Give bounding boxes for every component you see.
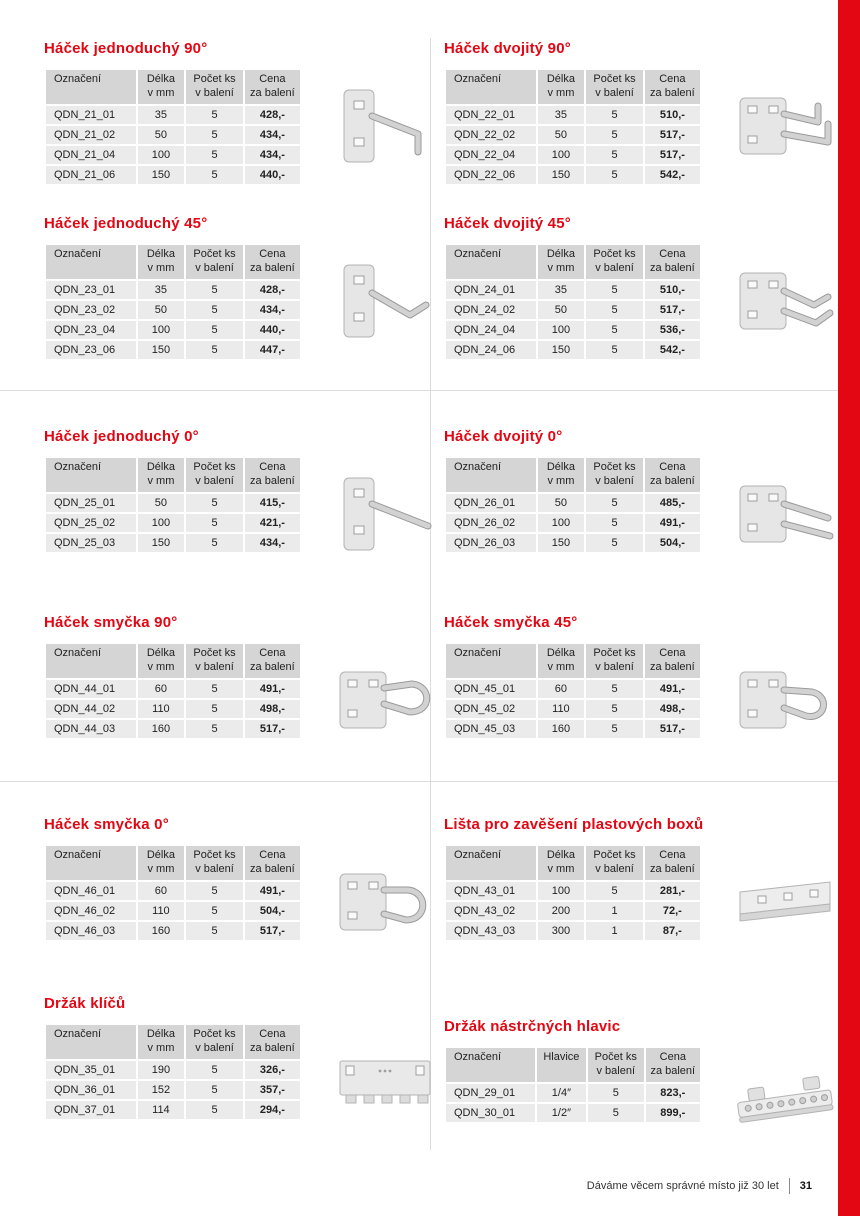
length-value: 100: [138, 146, 185, 164]
product-row: [446, 126, 700, 144]
qty-value: 5: [186, 902, 243, 920]
product-section: [44, 215, 436, 361]
length-value: 50: [138, 494, 185, 512]
product-section: [444, 816, 836, 942]
column-header: Počet ks v balení: [586, 644, 643, 678]
hook-single-90-image: [336, 84, 436, 168]
column-header: Hlavice: [537, 1048, 586, 1082]
product-code: QDN_21_04: [46, 146, 136, 164]
product-table: [44, 642, 302, 740]
product-row: [46, 902, 300, 920]
length-value: 150: [538, 341, 585, 359]
column-header: Délka v mm: [538, 458, 585, 492]
qty-value: 5: [186, 534, 243, 552]
product-section: [444, 428, 836, 554]
product-row: [46, 166, 300, 184]
qty-value: 5: [186, 341, 243, 359]
price-value: 510,-: [645, 281, 700, 299]
socket-holder-image: [736, 1062, 836, 1146]
column-header: Cena za balení: [245, 1025, 300, 1059]
price-value: 357,-: [245, 1081, 300, 1099]
price-value: 517,-: [645, 126, 700, 144]
qty-value: 5: [186, 700, 243, 718]
product-code: QDN_21_02: [46, 126, 136, 144]
qty-value: 1: [586, 902, 643, 920]
product-section-title: Háček smyčka 45°: [444, 614, 578, 631]
length-value: 100: [538, 882, 585, 900]
column-header: Cena za balení: [245, 458, 300, 492]
product-code: QDN_25_01: [46, 494, 136, 512]
product-code: QDN_22_01: [446, 106, 536, 124]
product-section: [444, 215, 836, 361]
rail-plastic-boxes-image: [736, 860, 836, 944]
column-header: Délka v mm: [138, 70, 185, 104]
qty-value: 5: [186, 720, 243, 738]
length-value: 60: [538, 680, 585, 698]
qty-value: 5: [586, 514, 643, 532]
product-row: [46, 534, 300, 552]
product-section-title: Háček jednoduchý 0°: [44, 428, 199, 445]
product-row: [446, 494, 700, 512]
product-row: [46, 146, 300, 164]
price-value: 823,-: [646, 1084, 700, 1102]
hook-loop-90-image: [336, 658, 436, 742]
price-value: 72,-: [645, 902, 700, 920]
product-table: [444, 456, 702, 554]
length-value: 100: [138, 321, 185, 339]
section-divider: [0, 781, 838, 782]
price-value: 498,-: [645, 700, 700, 718]
product-code: QDN_24_02: [446, 301, 536, 319]
price-value: 434,-: [245, 534, 300, 552]
product-code: QDN_23_06: [46, 341, 136, 359]
length-value: 50: [538, 126, 585, 144]
price-value: 440,-: [245, 166, 300, 184]
qty-value: 5: [186, 680, 243, 698]
product-code: QDN_26_02: [446, 514, 536, 532]
column-header: Počet ks v balení: [586, 245, 643, 279]
qty-value: 5: [586, 106, 643, 124]
product-code: QDN_21_01: [46, 106, 136, 124]
product-code: QDN_24_06: [446, 341, 536, 359]
column-divider: [430, 38, 431, 1150]
qty-value: 1: [586, 922, 643, 940]
product-code: QDN_44_01: [46, 680, 136, 698]
page-footer: [587, 1178, 812, 1194]
length-value: 150: [138, 341, 185, 359]
column-header: Počet ks v balení: [186, 1025, 243, 1059]
product-code: QDN_35_01: [46, 1061, 136, 1079]
qty-value: 5: [186, 301, 243, 319]
price-value: 428,-: [245, 281, 300, 299]
product-code: QDN_46_02: [46, 902, 136, 920]
product-code: QDN_23_04: [46, 321, 136, 339]
product-section-title: Lišta pro zavěšení plastových boxů: [444, 816, 704, 833]
product-code: QDN_46_03: [46, 922, 136, 940]
qty-value: 5: [186, 494, 243, 512]
product-row: [46, 494, 300, 512]
product-row: [46, 680, 300, 698]
qty-value: 5: [586, 301, 643, 319]
product-code: QDN_23_01: [46, 281, 136, 299]
product-row: [446, 680, 700, 698]
hook-single-45-image: [336, 259, 436, 343]
qty-value: 5: [586, 680, 643, 698]
price-value: 326,-: [245, 1061, 300, 1079]
price-value: 517,-: [645, 301, 700, 319]
length-value: 150: [138, 166, 185, 184]
hook-double-45-image: [736, 259, 836, 343]
length-value: 150: [538, 166, 585, 184]
length-value: 100: [538, 146, 585, 164]
product-section: [44, 816, 436, 942]
qty-value: 5: [186, 1061, 243, 1079]
column-header: Počet ks v balení: [586, 846, 643, 880]
product-row: [446, 301, 700, 319]
length-value: 150: [138, 534, 185, 552]
column-header: Označení: [446, 1048, 535, 1082]
product-section-title: Háček jednoduchý 45°: [44, 215, 208, 232]
column-header: Počet ks v balení: [186, 245, 243, 279]
product-row: [46, 341, 300, 359]
price-value: 440,-: [245, 321, 300, 339]
product-code: QDN_25_02: [46, 514, 136, 532]
product-row: [446, 922, 700, 940]
product-row: [446, 1084, 700, 1102]
qty-value: 5: [186, 146, 243, 164]
product-table: [44, 68, 302, 186]
price-value: 281,-: [645, 882, 700, 900]
price-value: 434,-: [245, 301, 300, 319]
product-section-title: Háček smyčka 0°: [44, 816, 169, 833]
qty-value: 5: [186, 922, 243, 940]
product-row: [446, 166, 700, 184]
section-divider: [0, 390, 838, 391]
column-header: Cena za balení: [245, 644, 300, 678]
footer-separator: [789, 1178, 790, 1194]
product-table: [44, 1023, 302, 1121]
product-row: [46, 922, 300, 940]
price-value: 415,-: [245, 494, 300, 512]
product-code: QDN_21_06: [46, 166, 136, 184]
product-table: [444, 844, 702, 942]
qty-value: 5: [586, 126, 643, 144]
product-code: QDN_26_01: [446, 494, 536, 512]
length-value: 60: [138, 882, 185, 900]
hook-loop-45-image: [736, 658, 836, 742]
product-section: [444, 40, 836, 186]
product-section-title: Držák nástrčných hlavic: [444, 1018, 621, 1035]
product-row: [46, 882, 300, 900]
column-header: Označení: [46, 458, 136, 492]
product-table: [444, 1046, 702, 1124]
price-value: 517,-: [245, 922, 300, 940]
product-code: QDN_45_02: [446, 700, 536, 718]
product-table: [44, 456, 302, 554]
column-header: Počet ks v balení: [586, 70, 643, 104]
length-value: 100: [138, 514, 185, 532]
product-row: [46, 106, 300, 124]
column-header: Délka v mm: [138, 458, 185, 492]
product-row: [446, 341, 700, 359]
column-header: Cena za balení: [645, 458, 700, 492]
product-section: [44, 995, 436, 1121]
product-code: QDN_26_03: [446, 534, 536, 552]
length-value: 50: [538, 301, 585, 319]
price-value: 899,-: [646, 1104, 700, 1122]
product-code: QDN_43_03: [446, 922, 536, 940]
product-table: [444, 642, 702, 740]
price-value: 536,-: [645, 321, 700, 339]
product-table: [444, 68, 702, 186]
product-row: [446, 281, 700, 299]
product-code: QDN_44_02: [46, 700, 136, 718]
product-row: [446, 882, 700, 900]
column-header: Počet ks v balení: [186, 458, 243, 492]
length-value: 60: [138, 680, 185, 698]
product-row: [446, 146, 700, 164]
length-value: 1/2″: [537, 1104, 586, 1122]
column-header: Délka v mm: [138, 1025, 185, 1059]
price-value: 434,-: [245, 126, 300, 144]
product-section-title: Držák klíčů: [44, 995, 126, 1012]
product-row: [446, 514, 700, 532]
length-value: 50: [138, 301, 185, 319]
page-number: 31: [799, 1180, 812, 1192]
qty-value: 5: [186, 1101, 243, 1119]
price-value: 87,-: [645, 922, 700, 940]
column-header: Označení: [446, 458, 536, 492]
qty-value: 5: [588, 1084, 644, 1102]
column-header: Cena za balení: [245, 245, 300, 279]
product-section-title: Háček smyčka 90°: [44, 614, 178, 631]
column-header: Počet ks v balení: [186, 644, 243, 678]
product-code: QDN_45_03: [446, 720, 536, 738]
column-header: Cena za balení: [645, 70, 700, 104]
qty-value: 5: [186, 1081, 243, 1099]
product-table: [44, 243, 302, 361]
hook-double-90-image: [736, 84, 836, 168]
column-header: Počet ks v balení: [186, 70, 243, 104]
product-row: [46, 514, 300, 532]
qty-value: 5: [186, 166, 243, 184]
price-value: 504,-: [245, 902, 300, 920]
column-header: Označení: [46, 846, 136, 880]
product-section: [444, 1018, 836, 1124]
column-header: Cena za balení: [245, 846, 300, 880]
product-row: [46, 281, 300, 299]
length-value: 35: [538, 281, 585, 299]
length-value: 110: [138, 700, 185, 718]
product-row: [446, 902, 700, 920]
column-header: Označení: [46, 1025, 136, 1059]
qty-value: 5: [186, 882, 243, 900]
length-value: 160: [538, 720, 585, 738]
column-header: Délka v mm: [138, 644, 185, 678]
column-header: Délka v mm: [538, 70, 585, 104]
column-header: Označení: [446, 644, 536, 678]
length-value: 110: [138, 902, 185, 920]
product-code: QDN_23_02: [46, 301, 136, 319]
length-value: 100: [538, 514, 585, 532]
qty-value: 5: [186, 321, 243, 339]
price-value: 491,-: [645, 680, 700, 698]
column-header: Označení: [46, 245, 136, 279]
price-value: 504,-: [645, 534, 700, 552]
length-value: 35: [538, 106, 585, 124]
footer-tagline: Dáváme věcem správné místo již 30 let: [586, 1180, 779, 1192]
product-code: QDN_45_01: [446, 680, 536, 698]
column-header: Délka v mm: [138, 846, 185, 880]
product-row: [446, 720, 700, 738]
product-row: [46, 1101, 300, 1119]
qty-value: 5: [586, 341, 643, 359]
column-header: Délka v mm: [538, 245, 585, 279]
length-value: 200: [538, 902, 585, 920]
length-value: 300: [538, 922, 585, 940]
qty-value: 5: [586, 494, 643, 512]
product-code: QDN_43_02: [446, 902, 536, 920]
qty-value: 5: [586, 534, 643, 552]
product-section-title: Háček dvojitý 45°: [444, 215, 571, 232]
product-code: QDN_25_03: [46, 534, 136, 552]
product-code: QDN_24_01: [446, 281, 536, 299]
qty-value: 5: [186, 126, 243, 144]
product-code: QDN_22_06: [446, 166, 536, 184]
price-value: 498,-: [245, 700, 300, 718]
product-row: [46, 1081, 300, 1099]
price-value: 491,-: [645, 514, 700, 532]
qty-value: 5: [186, 514, 243, 532]
length-value: 35: [138, 281, 185, 299]
qty-value: 5: [586, 146, 643, 164]
product-code: QDN_46_01: [46, 882, 136, 900]
product-section-title: Háček jednoduchý 90°: [44, 40, 208, 57]
length-value: 160: [138, 922, 185, 940]
qty-value: 5: [586, 166, 643, 184]
column-header: Cena za balení: [645, 245, 700, 279]
qty-value: 5: [586, 321, 643, 339]
product-code: QDN_30_01: [446, 1104, 535, 1122]
length-value: 50: [138, 126, 185, 144]
product-section: [44, 428, 436, 554]
price-value: 447,-: [245, 341, 300, 359]
column-header: Označení: [446, 70, 536, 104]
hook-loop-0-image: [336, 860, 436, 944]
product-code: QDN_22_04: [446, 146, 536, 164]
product-row: [46, 126, 300, 144]
column-header: Cena za balení: [245, 70, 300, 104]
product-table: [44, 844, 302, 942]
hook-double-0-image: [736, 472, 836, 556]
column-header: Cena za balení: [646, 1048, 700, 1082]
price-value: 517,-: [245, 720, 300, 738]
price-value: 428,-: [245, 106, 300, 124]
product-row: [46, 321, 300, 339]
length-value: 110: [538, 700, 585, 718]
price-value: 485,-: [645, 494, 700, 512]
product-row: [46, 1061, 300, 1079]
product-section-title: Háček dvojitý 0°: [444, 428, 563, 445]
product-table: [444, 243, 702, 361]
red-accent-bar: [838, 0, 860, 1216]
column-header: Cena za balení: [645, 644, 700, 678]
price-value: 517,-: [645, 720, 700, 738]
product-row: [46, 700, 300, 718]
length-value: 150: [538, 534, 585, 552]
price-value: 491,-: [245, 680, 300, 698]
qty-value: 5: [186, 281, 243, 299]
column-header: Označení: [46, 70, 136, 104]
product-row: [446, 106, 700, 124]
column-header: Délka v mm: [138, 245, 185, 279]
length-value: 35: [138, 106, 185, 124]
column-header: Počet ks v balení: [186, 846, 243, 880]
product-code: QDN_24_04: [446, 321, 536, 339]
product-code: QDN_29_01: [446, 1084, 535, 1102]
price-value: 517,-: [645, 146, 700, 164]
price-value: 542,-: [645, 166, 700, 184]
product-row: [446, 321, 700, 339]
column-header: Označení: [46, 644, 136, 678]
length-value: 50: [538, 494, 585, 512]
price-value: 542,-: [645, 341, 700, 359]
length-value: 160: [138, 720, 185, 738]
product-row: [46, 720, 300, 738]
column-header: Počet ks v balení: [588, 1048, 644, 1082]
product-section: [44, 614, 436, 740]
price-value: 434,-: [245, 146, 300, 164]
price-value: 294,-: [245, 1101, 300, 1119]
product-section: [444, 614, 836, 740]
product-code: QDN_37_01: [46, 1101, 136, 1119]
product-row: [446, 534, 700, 552]
product-row: [46, 301, 300, 319]
length-value: 1/4″: [537, 1084, 586, 1102]
length-value: 100: [538, 321, 585, 339]
qty-value: 5: [586, 281, 643, 299]
qty-value: 5: [186, 106, 243, 124]
column-header: Počet ks v balení: [586, 458, 643, 492]
column-header: Cena za balení: [645, 846, 700, 880]
length-value: 114: [138, 1101, 185, 1119]
length-value: 190: [138, 1061, 185, 1079]
qty-value: 5: [586, 700, 643, 718]
length-value: 152: [138, 1081, 185, 1099]
price-value: 491,-: [245, 882, 300, 900]
price-value: 510,-: [645, 106, 700, 124]
product-section-title: Háček dvojitý 90°: [444, 40, 571, 57]
product-row: [446, 1104, 700, 1122]
key-holder-image: [336, 1039, 436, 1123]
product-code: QDN_36_01: [46, 1081, 136, 1099]
column-header: Délka v mm: [538, 846, 585, 880]
product-section: [44, 40, 436, 186]
product-code: QDN_22_02: [446, 126, 536, 144]
product-row: [446, 700, 700, 718]
column-header: Délka v mm: [538, 644, 585, 678]
product-code: QDN_44_03: [46, 720, 136, 738]
column-header: Označení: [446, 846, 536, 880]
price-value: 421,-: [245, 514, 300, 532]
qty-value: 5: [586, 882, 643, 900]
column-header: Označení: [446, 245, 536, 279]
product-code: QDN_43_01: [446, 882, 536, 900]
qty-value: 5: [588, 1104, 644, 1122]
qty-value: 5: [586, 720, 643, 738]
hook-single-0-image: [336, 472, 436, 556]
